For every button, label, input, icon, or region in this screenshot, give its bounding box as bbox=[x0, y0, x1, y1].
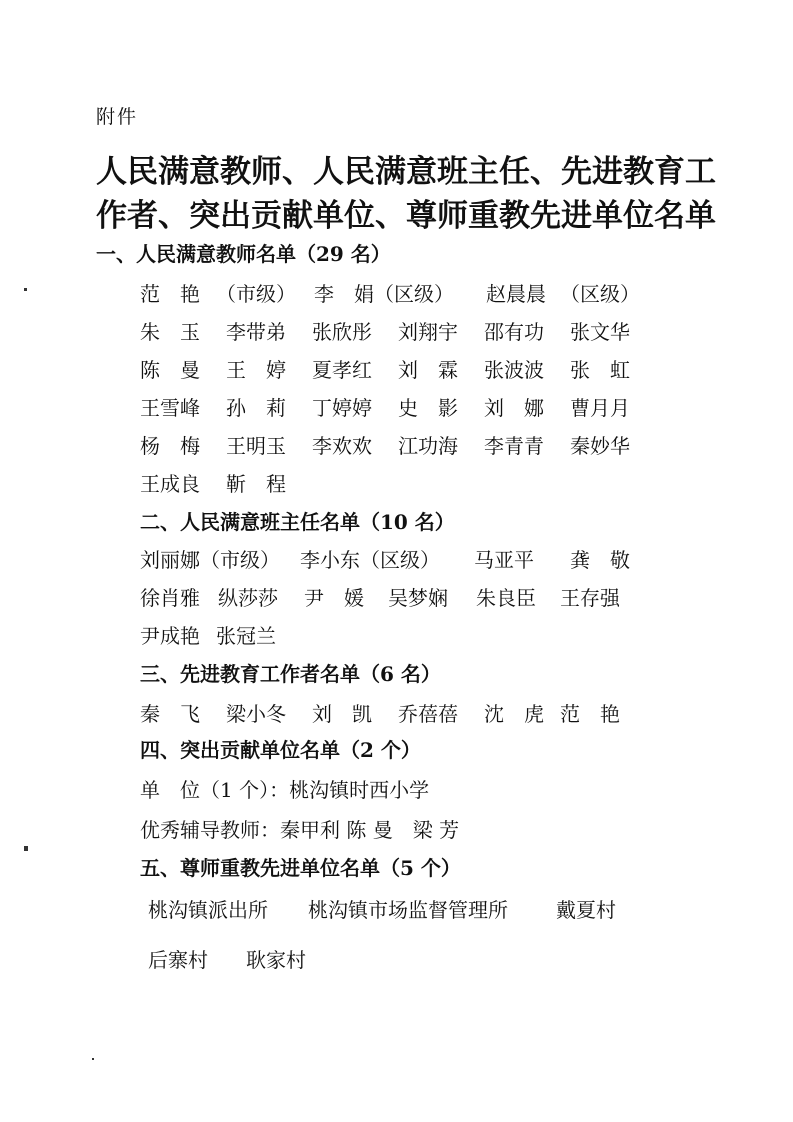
section-1-heading: 一、人民满意教师名单（29 名） bbox=[96, 242, 391, 266]
level-tag: （市级） bbox=[216, 282, 296, 306]
head-teacher-name: 尹 媛 bbox=[304, 586, 364, 610]
unit-name: 桃沟镇派出所 bbox=[148, 898, 268, 922]
unit-name: 桃沟镇市场监督管理所 bbox=[308, 898, 508, 922]
head-teacher-name: 龚 敬 bbox=[570, 548, 630, 572]
head-teacher-name: 刘丽娜（市级） bbox=[140, 548, 280, 572]
teacher-name: 王明玉 bbox=[226, 434, 286, 458]
sec1-row-3 bbox=[140, 354, 640, 382]
head-teacher-name: 李小东（区级） bbox=[300, 548, 440, 572]
worker-name: 乔蓓蓓 bbox=[398, 702, 458, 726]
level-tag: （区级） bbox=[560, 282, 640, 306]
worker-name: 刘 凯 bbox=[312, 702, 372, 726]
head-teacher-name: 马亚平 bbox=[474, 548, 534, 572]
sec1-row-2 bbox=[140, 316, 640, 344]
sec2-row-1 bbox=[140, 544, 640, 572]
scan-speck bbox=[24, 846, 28, 851]
scan-speck bbox=[24, 288, 27, 291]
sec1-row-5 bbox=[140, 430, 640, 458]
worker-name: 范 艳 bbox=[560, 702, 620, 726]
teacher-name: 靳 程 bbox=[226, 472, 286, 496]
unit-name: 戴夏村 bbox=[556, 898, 616, 922]
worker-name: 沈 虎 bbox=[484, 702, 544, 726]
level-tag: （区级） bbox=[374, 282, 454, 306]
head-teacher-name: 吴梦娴 bbox=[388, 586, 448, 610]
scan-speck bbox=[92, 1058, 94, 1060]
teacher-name: 张欣彤 bbox=[312, 320, 372, 344]
section-5-heading: 五、尊师重教先进单位名单（5 个） bbox=[140, 856, 461, 880]
teacher-name: 刘翔宇 bbox=[398, 320, 458, 344]
teacher-name: 刘 娜 bbox=[484, 396, 544, 420]
title-line-1: 人民满意教师、人民满意班主任、先进教育工 bbox=[96, 154, 716, 190]
teacher-name: 范 艳 bbox=[140, 282, 200, 306]
teacher-name: 江功海 bbox=[398, 434, 458, 458]
sec3-row-1 bbox=[140, 698, 640, 726]
worker-name: 梁小冬 bbox=[226, 702, 286, 726]
document-title bbox=[96, 150, 736, 238]
unit-name: 后寨村 bbox=[148, 948, 208, 972]
teacher-name: 杨 梅 bbox=[140, 434, 200, 458]
teacher-name: 赵晨晨 bbox=[486, 282, 546, 306]
sec1-row-4 bbox=[140, 392, 640, 420]
sec1-row-1 bbox=[140, 278, 640, 306]
teacher-name: 丁婷婷 bbox=[312, 396, 372, 420]
teacher-name: 李带弟 bbox=[226, 320, 286, 344]
teacher-name: 王 婷 bbox=[226, 358, 286, 382]
unit-name: 耿家村 bbox=[246, 948, 306, 972]
teacher-name: 王雪峰 bbox=[140, 396, 200, 420]
teacher-name: 曹月月 bbox=[570, 396, 630, 420]
head-teacher-name: 纵莎莎 bbox=[218, 586, 278, 610]
teacher-name: 李欢欢 bbox=[312, 434, 372, 458]
title-line-2: 作者、突出贡献单位、尊师重教先进单位名单 bbox=[96, 198, 716, 234]
teacher-name: 秦妙华 bbox=[570, 434, 630, 458]
section-4-heading: 四、突出贡献单位名单（2 个） bbox=[140, 738, 421, 762]
outstanding-tutor-line: 优秀辅导教师：秦甲利 陈 曼 梁 芳 bbox=[140, 818, 460, 842]
teacher-name: 李 娟 bbox=[314, 282, 374, 306]
teacher-name: 邵有功 bbox=[484, 320, 544, 344]
attachment-label: 附件 bbox=[96, 106, 139, 128]
head-teacher-name: 尹成艳 bbox=[140, 624, 200, 648]
teacher-name: 陈 曼 bbox=[140, 358, 200, 382]
teacher-name: 张 虹 bbox=[570, 358, 630, 382]
teacher-name: 李青青 bbox=[484, 434, 544, 458]
head-teacher-name: 徐肖雅 bbox=[140, 586, 200, 610]
teacher-name: 孙 莉 bbox=[226, 396, 286, 420]
teacher-name: 王成良 bbox=[140, 472, 200, 496]
teacher-name: 朱 玉 bbox=[140, 320, 200, 344]
teacher-name: 张波波 bbox=[484, 358, 544, 382]
section-2-heading: 二、人民满意班主任名单（10 名） bbox=[140, 510, 455, 534]
sec1-row-6 bbox=[140, 468, 640, 496]
worker-name: 秦 飞 bbox=[140, 702, 200, 726]
head-teacher-name: 张冠兰 bbox=[216, 624, 276, 648]
teacher-name: 张文华 bbox=[570, 320, 630, 344]
sec2-row-2 bbox=[140, 582, 640, 610]
head-teacher-name: 朱良臣 bbox=[476, 586, 536, 610]
section-3-heading: 三、先进教育工作者名单（6 名） bbox=[140, 662, 441, 686]
teacher-name: 史 影 bbox=[398, 396, 458, 420]
sec2-row-3 bbox=[140, 620, 640, 648]
head-teacher-name: 王存强 bbox=[560, 586, 620, 610]
teacher-name: 刘 霖 bbox=[398, 358, 458, 382]
contribution-unit-line: 单 位（1 个）：桃沟镇时西小学 bbox=[140, 778, 430, 802]
teacher-name: 夏孝红 bbox=[312, 358, 372, 382]
